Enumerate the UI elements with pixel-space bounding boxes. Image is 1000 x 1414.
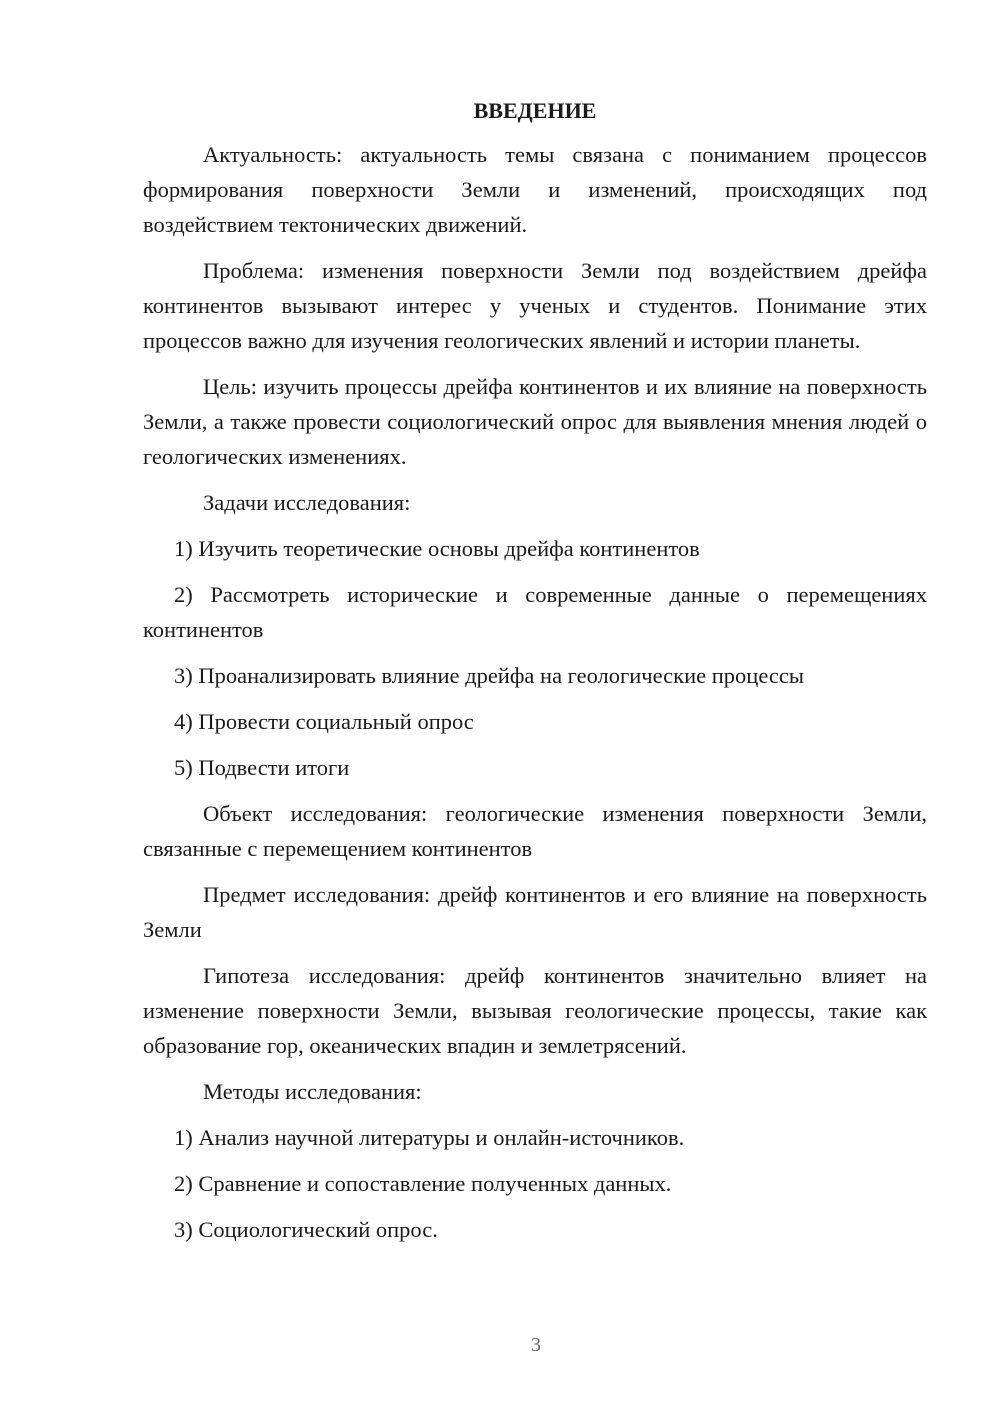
method-item: 1) Анализ научной литературы и онлайн-источников. <box>174 1125 685 1150</box>
goal-paragraph: Цель: изучить процессы дрейфа континентов и их влияние на поверхность Земли, а также провести социологический опрос для выявления мнения людей о геологических изменениях. <box>143 374 927 469</box>
page-title: ВВЕДЕНИЕ <box>473 98 597 123</box>
task-item: 4) Провести социальный опрос <box>174 709 474 734</box>
method-item: 2) Сравнение и сопоставление полученных данных. <box>174 1171 672 1196</box>
task-item: 5) Подвести итоги <box>174 755 350 780</box>
relevance-paragraph: Актуальность: актуальность темы связана с пониманием процессов формирования поверхности Земли и изменений, происходящих под воздействием тектонических движений. <box>143 142 927 237</box>
hypothesis-paragraph: Гипотеза исследования: дрейф континентов значительно влияет на изменение поверхности Земли, вызывая геологические процессы, такие как образование гор, океанических впадин и землетрясений. <box>143 963 927 1058</box>
subject-paragraph: Предмет исследования: дрейф континентов и его влияние на поверхность Земли <box>143 882 927 942</box>
problem-paragraph: Проблема: изменения поверхности Земли под воздействием дрейфа континентов вызывают интерес у ученых и студентов. Понимание этих процессов важно для изучения геологических явлений и истории планеты. <box>143 258 927 353</box>
task-item: 3) Проанализировать влияние дрейфа на геологические процессы <box>174 663 804 688</box>
task-item: 2) Рассмотреть исторические и современные данные о перемещениях континентов <box>143 582 927 642</box>
document-body <box>143 96 927 1258</box>
page-number: 3 <box>531 1334 541 1356</box>
tasks-heading: Задачи исследования: <box>203 490 411 515</box>
object-paragraph: Объект исследования: геологические изменения поверхности Земли, связанные с перемещением континентов <box>143 801 927 861</box>
method-item: 3) Социологический опрос. <box>174 1217 438 1242</box>
task-item: 1) Изучить теоретические основы дрейфа континентов <box>174 536 700 561</box>
methods-heading: Методы исследования: <box>203 1079 422 1104</box>
